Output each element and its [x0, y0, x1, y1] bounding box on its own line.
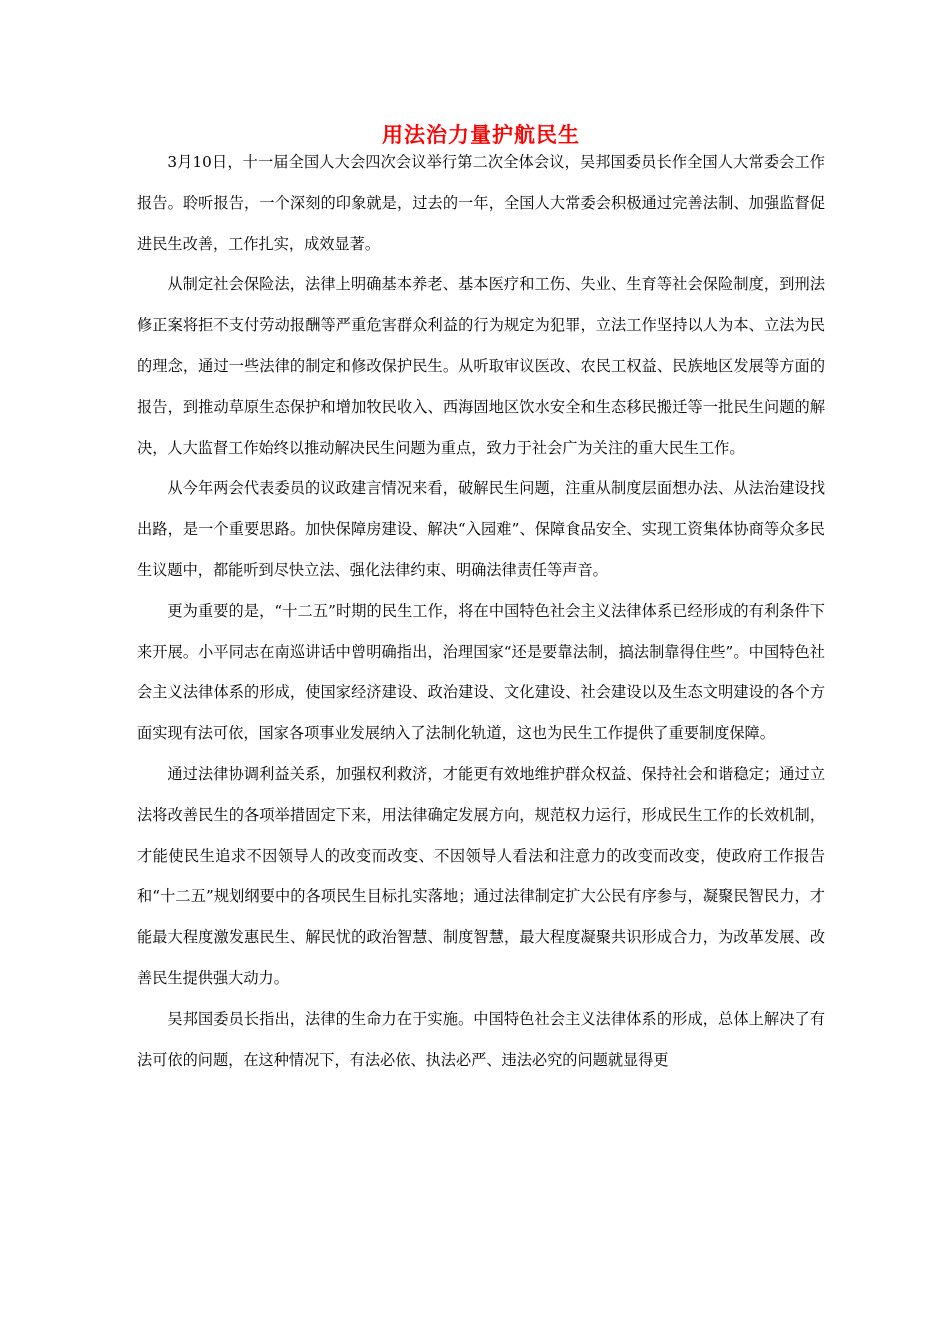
paragraph-6: 吴邦国委员长指出，法律的生命力在于实施。中国特色社会主义法律体系的形成，总体上解决了有法可依的问题，在这种情况下，有法必依、执法必严、违法必究的问题就显得更 [137, 1009, 825, 1069]
paragraph-5: 通过法律协调利益关系，加强权利救济，才能更有效地维护群众权益、保持社会和谐稳定；通过立法将改善民生的各项举措固定下来，用法律确定发展方向，规范权力运行，形成民生工作的长效机制，才能使民生追求不因领导人的改变而改变、不因领导人看法和注意力的改变而改变，使政府工作报告和“十二五”规划纲要中的各项民生目标扎实落地；通过法律制定扩大公民有序参与，凝聚民智民力，才能最大程度激发惠民生、解民忧的政治智慧、制度智慧，最大程度凝聚共识形成合力，为改革发展、改善民生提供强大动力。 [137, 764, 825, 987]
paragraph-2: 从制定社会保险法，法律上明确基本养老、基本医疗和工伤、失业、生育等社会保险制度，到刑法修正案将拒不支付劳动报酬等严重危害群众利益的行为规定为犯罪，立法工作坚持以人为本、立法为民的理念，通过一些法律的制定和修改保护民生。从听取审议医改、农民工权益、民族地区发展等方面的报告，到推动草原生态保护和增加牧民收入、西海固地区饮水安全和生态移民搬迁等一批民生问题的解决，人大监督工作始终以推动解决民生问题为重点，致力于社会广为关注的重大民生工作。 [137, 275, 825, 457]
paragraph-4: 更为重要的是，“十二五”时期的民生工作，将在中国特色社会主义法律体系已经形成的有利条件下来开展。小平同志在南巡讲话中曾明确指出，治理国家“还是要靠法制，搞法制靠得住些”。中国特色社会主义法律体系的形成，使国家经济建设、政治建设、文化建设、社会建设以及生态文明建设的各个方面实现有法可依，国家各项事业发展纳入了法制化轨道，这也为民生工作提供了重要制度保障。 [137, 601, 825, 743]
paragraph-3: 从今年两会代表委员的议政建言情况来看，破解民生问题，注重从制度层面想办法、从法治建设找出路，是一个重要思路。加快保障房建设、解决“入园难”、保障食品安全、实现工资集体协商等众多民生议题中，都能听到尽快立法、强化法律约束、明确法律责任等声音。 [137, 479, 825, 579]
document-title: 用法治力量护航民生 [382, 122, 580, 147]
paragraph-1: 3月10日，十一届全国人大会四次会议举行第二次全体会议，吴邦国委员长作全国人大常委会工作报告。聆听报告，一个深刻的印象就是，过去的一年，全国人大常委会积极通过完善法制、加强监督促进民生改善，工作扎实，成效显著。 [137, 153, 825, 253]
document-page [137, 118, 825, 1080]
